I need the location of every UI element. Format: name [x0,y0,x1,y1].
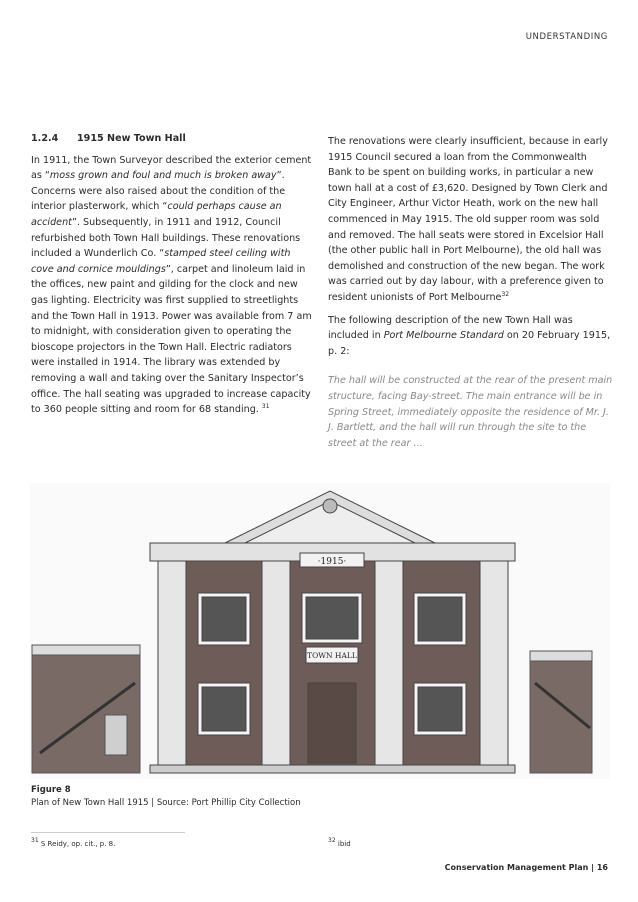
footnote-ref[interactable]: 31 [261,403,270,411]
footnote-32: $^{32}$ ibid [328,837,351,848]
paragraph: The renovations were clearly insufficient, because in early 1915 Council secured a loan from the Commonwealth Bank to be spent on building works, in particular a new town hall at a cost of £3,620. Designed by Town Clerk and City Engineer, Arthur Victor Heath, work on the new hall commenced in May 1915. The old supper room was sold and removed. The hall seats were stored in Excelsior Hall (the other public hall in Port Melbourne), the old hall was demolished and construction of the new began. The work was carried out by day labour, with a preference given to resident unionists of Port Melbourne$^{32}$ [328,136,608,303]
paragraph: In 1911, the Town Surveyor described the exterior cement as “moss grown and foul and much is broken away”. Concerns were also raised about the condition of the interior plasterwork, which “could perhaps cause an accident”. Subsequently, in 1911 and 1912, Council refurbished both Town Hall buildings. These renovations included a Wunderlich Co. “stamped steel ceiling with cove and cornice mouldings”, carpet and linoleum laid in the offices, new paint and gilding for the clock and new gas lighting. Electricity was first supplied to streetlights and the Town Hall in 1913. Power was available from 7 am to midnight, with consideration given to operating the bioscope projectors in the Town Hall. Electric radiators were installed in 1914. The library was extended by removing a wall and taking over the Sanitary Inspector’s office. The hall seating was upgraded to increase capacity to 360 people sitting and room for 68 standing. $^{31}$ [31,154,312,416]
left-wing [32,645,140,773]
section-heading: 1.2.4 1915 New Town Hall [31,133,186,144]
figure-title: Figure 8 [31,785,71,795]
block-quote: The hall will be constructed at the rear of the present main structure, facing Bay-street. The main entrance will be in Spring Street, immediately opposite the residence of Mr. J. J. Bartlett, and the hall will run through the site to the street at the rear ... [328,375,613,449]
right-wing [530,651,592,773]
footnote-31: $^{31}$ S Reidy, op. cit., p. 8. [31,837,116,848]
section-header: UNDERSTANDING [525,32,608,42]
page-footer: Conservation Management Plan | 16 [444,863,608,872]
drawing-town-hall-label: TOWN HALL [307,651,357,660]
figure-image-town-hall-elevation [30,483,610,779]
left-column [31,131,316,425]
right-column [328,134,613,458]
footnote-divider [31,832,185,833]
drawing-date-label: ·1915· [317,557,347,567]
footnote-ref[interactable]: 32 [501,290,510,298]
paragraph: The following description of the new Town Hall was included in Port Melbourne Standard on 20 February 1915, p. 2: [328,314,611,357]
figure-caption: Plan of New Town Hall 1915 | Source: Port Phillip City Collection [31,798,301,808]
